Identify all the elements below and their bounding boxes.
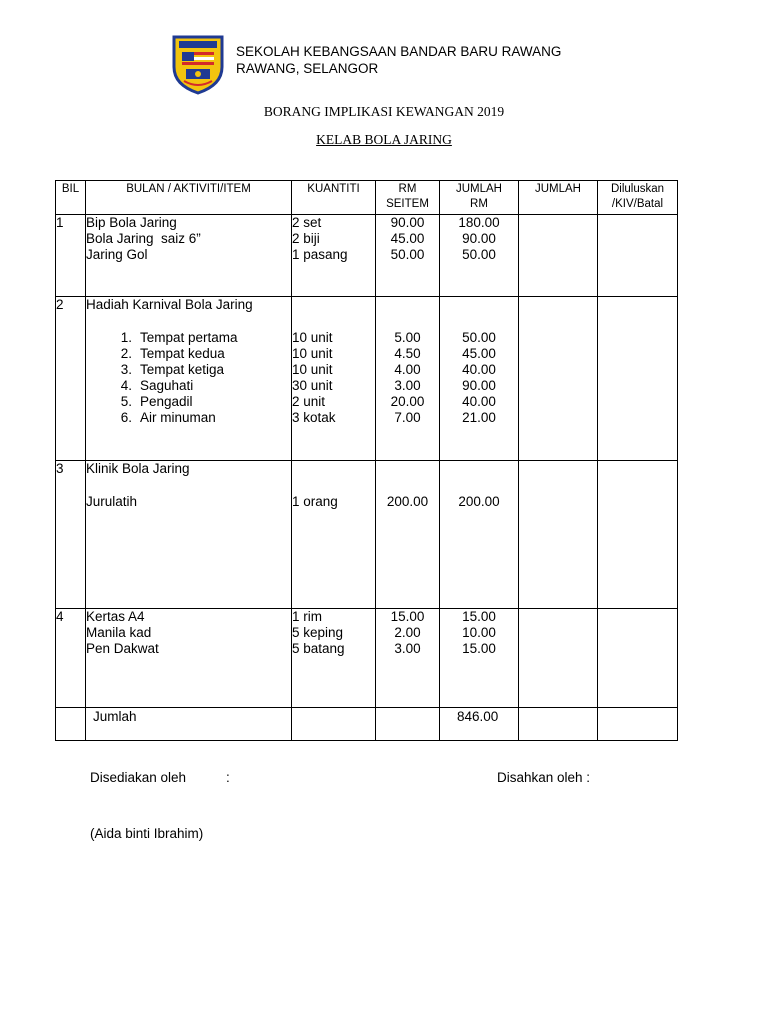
table-row — [56, 297, 678, 461]
row-total — [519, 708, 598, 741]
row-bil: 4 — [56, 609, 86, 708]
row-price: 200.00 — [376, 461, 440, 609]
col-total: JUMLAH — [519, 181, 598, 215]
col-qty: KUANTITI — [292, 181, 376, 215]
row-items: Bip Bola Jaring Bola Jaring saiz 6” Jaring Gol — [86, 215, 292, 297]
row-status — [598, 215, 678, 297]
row-qty — [292, 708, 376, 741]
row-qty: 10 unit 10 unit 10 unit 30 unit 2 unit 3 kotak — [292, 297, 376, 461]
row-price: 90.00 45.00 50.00 — [376, 215, 440, 297]
row-qty: 2 set 2 biji 1 pasang — [292, 215, 376, 297]
row-total — [519, 461, 598, 609]
table-row — [56, 609, 678, 708]
row-total — [519, 609, 598, 708]
row-price: 5.00 4.50 4.00 3.00 20.00 7.00 — [376, 297, 440, 461]
total-row — [56, 708, 678, 741]
prize-list — [86, 330, 291, 426]
row-items: Klinik Bola Jaring Jurulatih — [86, 461, 292, 609]
row-amount: 50.00 45.00 40.00 90.00 40.00 21.00 — [440, 297, 519, 461]
col-amount: JUMLAH RM — [440, 181, 519, 215]
total-label: Jumlah — [86, 708, 292, 741]
col-status: Diluluskan /KIV/Batal — [598, 181, 678, 215]
col-bil: BIL — [56, 181, 86, 215]
col-unit-price: RM SEITEM — [376, 181, 440, 215]
list-item: 4. Saguhati — [120, 378, 194, 393]
table-row — [56, 215, 678, 297]
table-header-row — [56, 181, 678, 215]
row-qty: 1 orang — [292, 461, 376, 609]
approved-by-label: Disahkan oleh : — [497, 770, 591, 785]
row-status — [598, 297, 678, 461]
club-title: KELAB BOLA JARING — [316, 132, 452, 147]
preparer-name: (Aida binti Ibrahim) — [90, 826, 204, 841]
row-price — [376, 708, 440, 741]
school-location: RAWANG, SELANGOR — [236, 61, 379, 76]
prepared-by-colon: : — [226, 770, 230, 785]
school-crest-icon — [172, 33, 224, 95]
table-row — [56, 461, 678, 609]
list-item: 1. Tempat pertama — [120, 330, 238, 345]
row-price: 15.00 2.00 3.00 — [376, 609, 440, 708]
prepared-by-label: Disediakan oleh — [90, 770, 187, 785]
list-item: 3. Tempat ketiga — [120, 362, 225, 377]
row-total — [519, 215, 598, 297]
form-title: BORANG IMPLIKASI KEWANGAN 2019 — [263, 104, 505, 119]
row-items: Hadiah Karnival Bola Jaring 1. Tempat pertama 2. Tempat kedua 3. Tempat ketiga 4. Saguhati 5. Pengadil 6. Air minuman — [86, 297, 292, 461]
row-bil: 3 — [56, 461, 86, 609]
row-amount: 200.00 — [440, 461, 519, 609]
list-item: 6. Air minuman — [120, 410, 216, 425]
row-total — [519, 297, 598, 461]
col-item: BULAN / AKTIVITI/ITEM — [86, 181, 292, 215]
row-bil: 1 — [56, 215, 86, 297]
row-status — [598, 609, 678, 708]
row-items: Kertas A4 Manila kad Pen Dakwat — [86, 609, 292, 708]
total-amount: 846.00 — [440, 708, 519, 741]
row-status — [598, 708, 678, 741]
row-bil — [56, 708, 86, 741]
financial-implication-table — [55, 180, 678, 741]
row-amount: 15.00 10.00 15.00 — [440, 609, 519, 708]
list-item: 2. Tempat kedua — [120, 346, 225, 361]
row-bil: 2 — [56, 297, 86, 461]
row-amount: 180.00 90.00 50.00 — [440, 215, 519, 297]
school-name: SEKOLAH KEBANGSAAN BANDAR BARU RAWANG — [236, 44, 562, 59]
row-qty: 1 rim 5 keping 5 batang — [292, 609, 376, 708]
row-status — [598, 461, 678, 609]
list-item: 5. Pengadil — [120, 394, 193, 409]
